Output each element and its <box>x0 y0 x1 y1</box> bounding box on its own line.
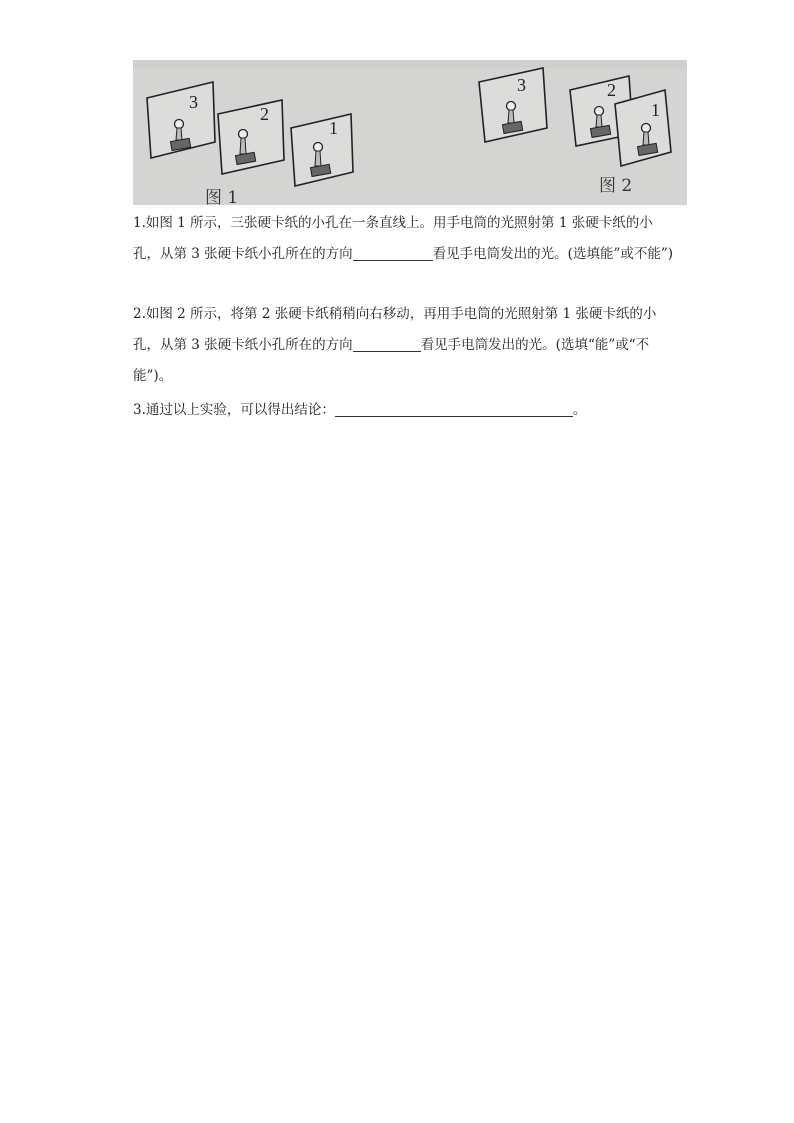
question-3-text: 3.通过以上实验，可以得出结论： <box>133 402 335 418</box>
figure-illustration <box>133 60 687 205</box>
figure-1-caption: 图 1 <box>205 188 239 205</box>
fig1-card-2 <box>218 100 284 174</box>
fig1-card-1-number: 1 <box>329 118 338 138</box>
question-2-answer-blank[interactable] <box>353 335 421 352</box>
question-1-text-end: 看见手电筒发出的光。(选填能”或不能”) <box>432 246 674 262</box>
experiment-figure <box>133 60 687 205</box>
question-2-text-end: 看见手电筒发出的光。(选填“能”或“不能”)。 <box>133 337 650 384</box>
fig1-card-2-number: 2 <box>260 104 269 124</box>
figure-2-caption: 图 2 <box>599 176 633 196</box>
fig1-card-3-number: 3 <box>189 92 198 112</box>
fig2-card-3 <box>479 68 547 142</box>
question-2-text: 2.如图 2 所示，将第 2 张硬卡纸稍稍向右移动，再用手电筒的光照射第 1 张硬卡纸的小孔，从第 3 张硬卡纸小孔所在的方向 <box>133 306 657 353</box>
question-2 <box>133 299 673 392</box>
question-1-text: 1.如图 1 所示，三张硬卡纸的小孔在一条直线上。用手电筒的光照射第 1 张硬卡纸的小孔，从第 3 张硬卡纸小孔所在的方向 <box>133 215 653 262</box>
fig2-card-2-number: 2 <box>607 80 616 100</box>
question-3-text-end: 。 <box>572 402 587 418</box>
question-3-answer-blank[interactable] <box>335 400 573 417</box>
question-1-answer-blank[interactable] <box>353 244 433 261</box>
fig2-card-3-number: 3 <box>517 75 526 95</box>
question-1 <box>133 208 673 270</box>
fig2-card-1 <box>615 90 671 166</box>
fig2-card-1-number: 1 <box>651 100 660 120</box>
question-3 <box>133 395 673 426</box>
